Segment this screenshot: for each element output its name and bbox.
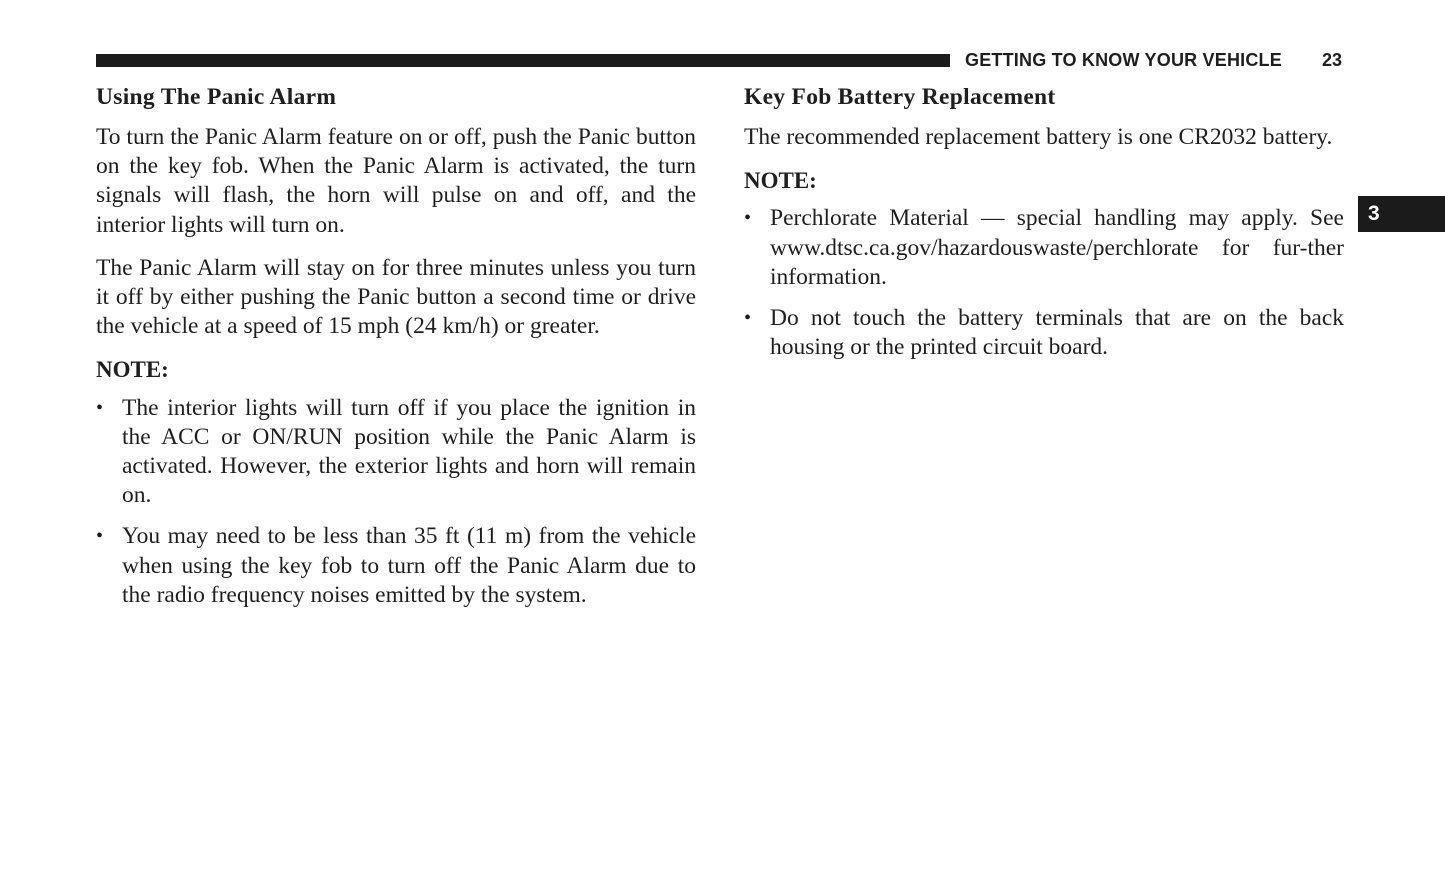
note-label: NOTE: <box>96 357 169 383</box>
list-item <box>96 522 696 610</box>
battery-replacement-heading: Key Fob Battery Replacement <box>744 84 1056 110</box>
section-title: GETTING TO KNOW YOUR VEHICLE <box>965 50 1282 70</box>
left-column <box>96 82 696 622</box>
list-item-text: Perchlorate Material — special handling may apply. See www.dtsc.ca.gov/hazardouswaste/perchlorate for fur-ther information. <box>770 205 1344 290</box>
bullet-icon: • <box>744 207 752 230</box>
header-rule <box>96 54 950 67</box>
bullet-icon: • <box>96 396 104 419</box>
chapter-tab <box>1358 196 1445 232</box>
paragraph: To turn the Panic Alarm feature on or off, push the Panic button on the key fob. When the Panic Alarm is activated, the turn signals will flash, the horn will pulse on and off, and the interior lights will turn on. <box>96 124 696 238</box>
right-column <box>744 82 1344 374</box>
note-list <box>96 394 696 610</box>
list-item <box>96 394 696 511</box>
note-list <box>744 204 1344 362</box>
bullet-icon: • <box>744 307 752 330</box>
paragraph: The recommended replacement battery is one CR2032 battery. <box>744 124 1333 150</box>
list-item <box>744 204 1344 292</box>
list-item-text: Do not touch the battery terminals that are on the back housing or the printed circuit board. <box>770 305 1344 361</box>
chapter-number: 3 <box>1368 202 1380 225</box>
list-item-text: You may need to be less than 35 ft (11 m) from the vehicle when using the key fob to turn off the Panic Alarm due to the radio frequency noises emitted by the system. <box>122 523 696 608</box>
list-item <box>744 304 1344 362</box>
list-item-text: The interior lights will turn off if you place the ignition in the ACC or ON/RUN position while the Panic Alarm is activated. However, the exterior lights and horn will remain on. <box>122 394 696 509</box>
note-label: NOTE: <box>744 168 817 194</box>
page-number: 23 <box>1322 50 1343 70</box>
paragraph: The Panic Alarm will stay on for three minutes unless you turn it off by either pushing the Panic button a second time or drive the vehicle at a speed of 15 mph (24 km/h) or greater. <box>96 254 696 340</box>
panic-alarm-heading: Using The Panic Alarm <box>96 84 337 110</box>
bullet-icon: • <box>96 525 104 548</box>
